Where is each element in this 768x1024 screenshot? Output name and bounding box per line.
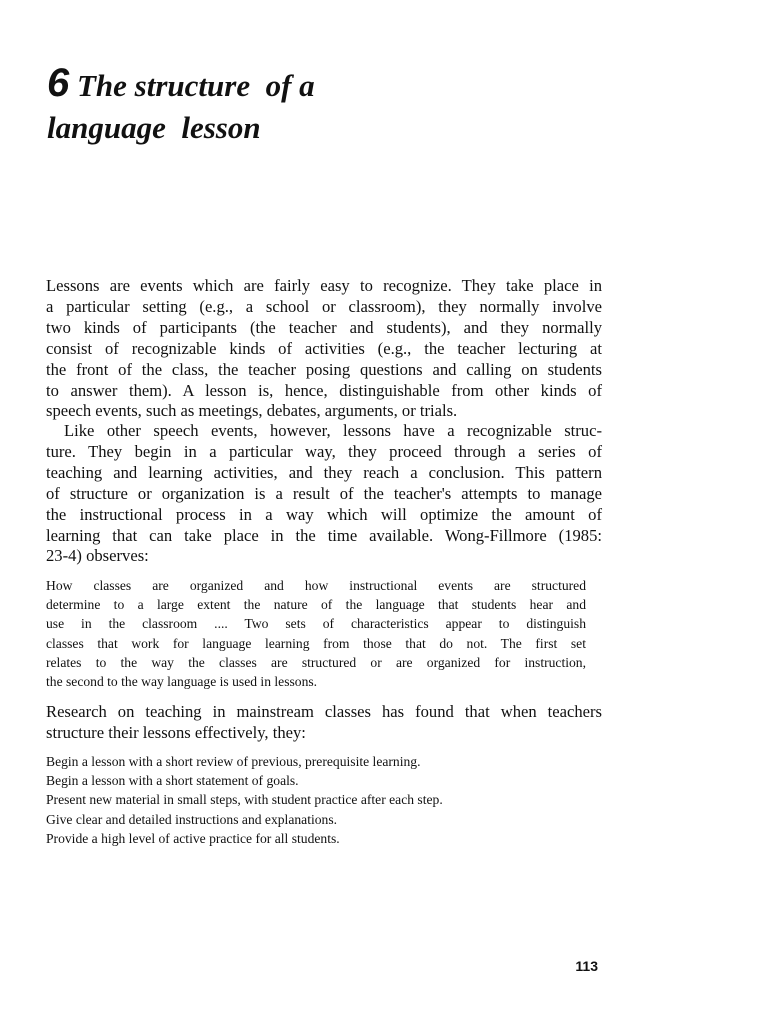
paragraph-line: learning that can take place in the time available. Wong-Fillmore (1985:	[46, 525, 602, 545]
list-item: Begin a lesson with a short statement of goals.	[46, 773, 299, 789]
page-number: 113	[575, 958, 598, 974]
list-item: Provide a high level of active practice for all students.	[46, 830, 340, 846]
chapter-number: 6	[47, 61, 70, 105]
paragraph-line: the front of the class, the teacher posing questions and calling on students	[46, 359, 602, 379]
paragraph-3	[46, 702, 602, 744]
paragraph-line: two kinds of participants (the teacher and students), and they normally	[46, 317, 602, 337]
paragraph-line: teaching and learning activities, and they reach a conclusion. This pattern	[46, 462, 602, 482]
block-quote	[46, 576, 586, 691]
quote-line: relates to the way the classes are structured or are organized for instruction,	[46, 654, 586, 670]
paragraph-line: consist of recognizable kinds of activities (e.g., the teacher lecturing at	[46, 338, 602, 358]
quote-line: How classes are organized and how instructional events are structured	[46, 578, 586, 593]
list-item: Give clear and detailed instructions and explanations.	[46, 811, 338, 827]
paragraph-1	[46, 276, 602, 422]
paragraph-line: ture. They begin in a particular way, they proceed through a series of	[46, 441, 602, 461]
paragraph-line: structure their lessons effectively, they:	[46, 722, 306, 742]
list-item: Begin a lesson with a short review of previous, prerequisite learning.	[46, 754, 421, 769]
teaching-practices-list	[46, 752, 443, 848]
paragraph-2	[46, 421, 602, 567]
chapter-title-text-1: The structure of a	[69, 68, 315, 103]
paragraph-line: the instructional process in a way which will optimize the amount of	[46, 504, 602, 524]
paragraph-line: Lessons are events which are fairly easy to recognize. They take place in	[46, 276, 602, 295]
list-item: Present new material in small steps, with student practice after each step.	[46, 792, 443, 808]
paragraph-line: Like other speech events, however, lessons have a recognizable struc-	[64, 421, 602, 440]
paragraph-line: a particular setting (e.g., a school or classroom), they normally involve	[46, 296, 602, 316]
quote-line: the second to the way language is used in lessons.	[46, 674, 318, 690]
paragraph-line: speech events, such as meetings, debates, arguments, or trials.	[46, 401, 458, 421]
chapter-title-line-1	[47, 62, 567, 107]
paragraph-line: Research on teaching in mainstream classes has found that when teachers	[46, 702, 602, 721]
paragraph-line: 23-4) observes:	[46, 546, 149, 566]
quote-line: use in the classroom .... Two sets of characteristics appear to distinguish	[46, 616, 586, 632]
paragraph-line: to answer them). A lesson is, hence, distinguishable from other kinds of	[46, 380, 602, 400]
quote-line: classes that work for language learning from those that do not. The first set	[46, 635, 586, 651]
chapter-title	[47, 62, 567, 149]
chapter-title-line-2: language lesson	[47, 110, 261, 145]
quote-line: determine to a large extent the nature of the language that students hear and	[46, 597, 586, 613]
paragraph-line: of structure or organization is a result of the teacher's attempts to manage	[46, 483, 602, 503]
